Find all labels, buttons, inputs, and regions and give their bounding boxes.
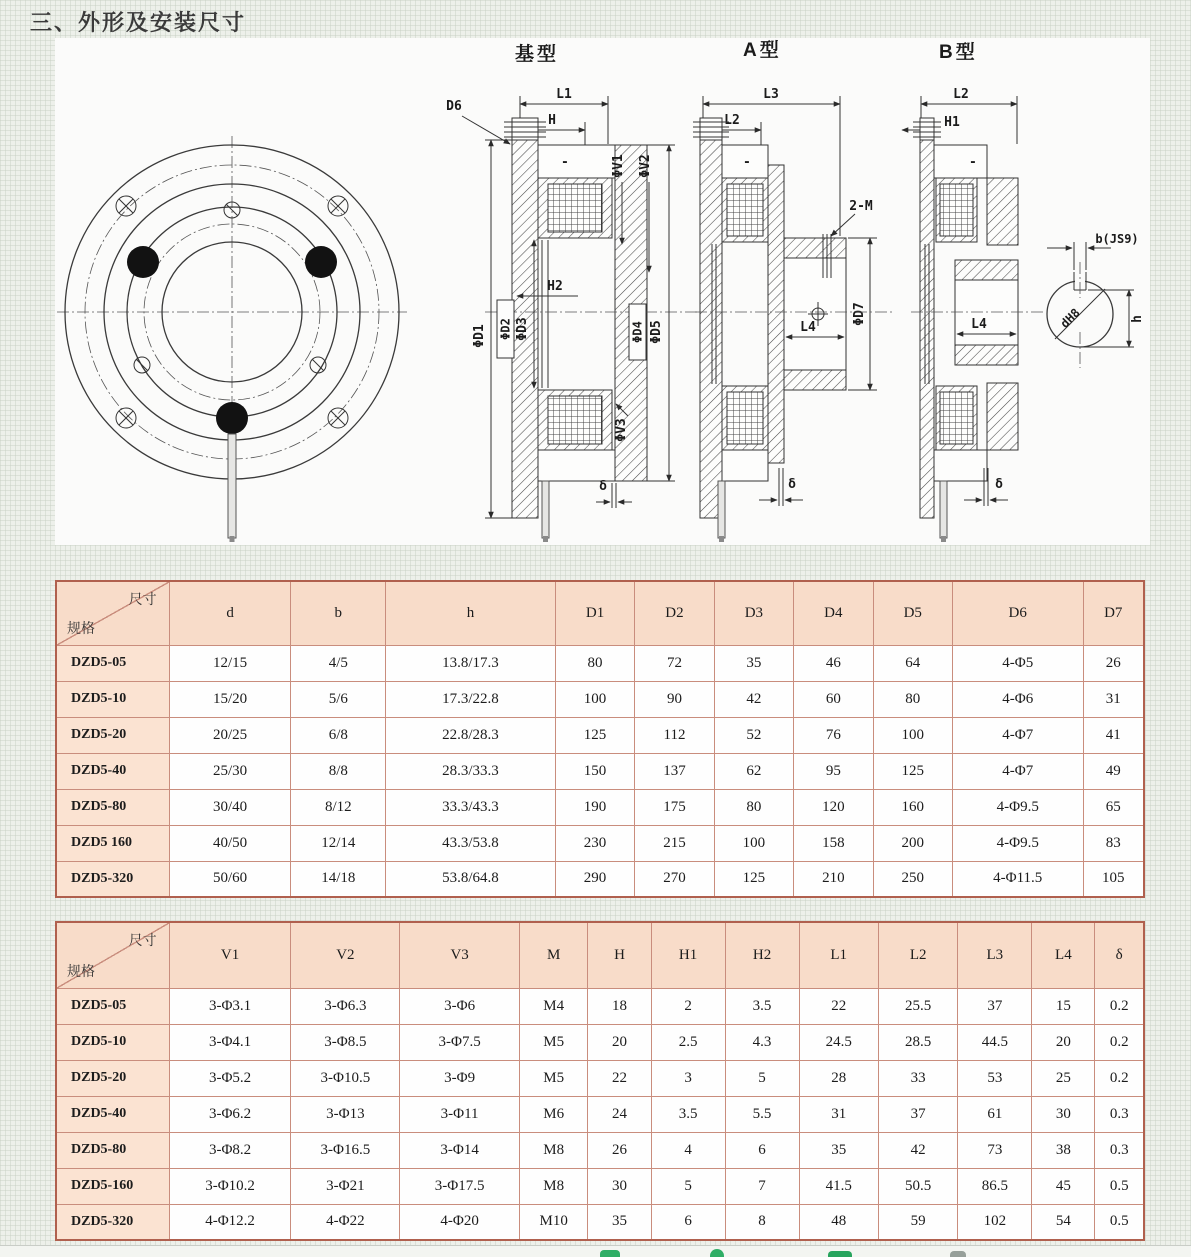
value-cell: 3-Φ4.1 <box>169 1024 291 1060</box>
value-cell: 24 <box>588 1096 651 1132</box>
dim-label-l3: L3 <box>763 87 779 102</box>
value-cell: 80 <box>714 789 793 825</box>
keyway-detail <box>1047 232 1145 368</box>
value-cell: 120 <box>794 789 873 825</box>
corner-cell <box>56 922 169 988</box>
footer-strip <box>0 1245 1191 1257</box>
value-cell: 8/8 <box>291 753 386 789</box>
column-header: H2 <box>725 922 799 988</box>
value-cell: 5.5 <box>725 1096 799 1132</box>
value-cell: 4-Φ7 <box>952 753 1083 789</box>
dim-label-phi-d2: ΦD2 <box>498 318 513 340</box>
value-cell: 48 <box>799 1204 878 1240</box>
value-cell: 215 <box>635 825 714 861</box>
dim-label-l2: L2 <box>953 87 969 102</box>
value-cell: 40/50 <box>169 825 291 861</box>
section-view-b <box>902 40 1045 542</box>
row-label-cell: DZD5-320 <box>56 861 169 897</box>
corner-label-spec: 规格 <box>67 619 95 636</box>
view-label-base: 基型 <box>515 44 560 65</box>
value-cell: 4 <box>651 1132 725 1168</box>
value-cell: 4-Φ11.5 <box>952 861 1083 897</box>
dim-label-delta: δ <box>788 477 796 492</box>
page-title: 三、外形及安装尺寸 <box>30 10 247 35</box>
row-label-cell: DZD5-40 <box>56 753 169 789</box>
value-cell: 158 <box>794 825 873 861</box>
value-cell: 80 <box>873 681 952 717</box>
value-cell: M6 <box>519 1096 588 1132</box>
value-cell: 290 <box>555 861 634 897</box>
column-header: D6 <box>952 581 1083 645</box>
lead-wire <box>940 481 947 542</box>
column-header: L2 <box>878 922 957 988</box>
value-cell: 15 <box>1032 988 1095 1024</box>
section-view-a <box>693 38 893 542</box>
column-header: δ <box>1095 922 1144 988</box>
value-cell: 30 <box>1032 1096 1095 1132</box>
value-cell: 3-Φ21 <box>291 1168 400 1204</box>
value-cell: 0.3 <box>1095 1096 1144 1132</box>
value-cell: 76 <box>794 717 873 753</box>
value-cell: 4/5 <box>291 645 386 681</box>
value-cell: 2.5 <box>651 1024 725 1060</box>
dim-label-h2: H2 <box>547 279 563 294</box>
value-cell: 4-Φ6 <box>952 681 1083 717</box>
dim-label-l1: L1 <box>556 87 572 102</box>
value-cell: 30 <box>588 1168 651 1204</box>
dim-label-phi-d5: ΦD5 <box>649 320 664 344</box>
value-cell: 175 <box>635 789 714 825</box>
column-header: D5 <box>873 581 952 645</box>
lead-wire <box>542 481 549 542</box>
column-header: D2 <box>635 581 714 645</box>
value-cell: 137 <box>635 753 714 789</box>
view-label-b: B型 <box>939 42 978 63</box>
footer-partial-icon <box>710 1249 724 1257</box>
dimensions-table-1-wrap <box>55 580 1145 898</box>
value-cell: 0.3 <box>1095 1132 1144 1168</box>
value-cell: M5 <box>519 1060 588 1096</box>
value-cell: 60 <box>794 681 873 717</box>
row-label-cell: DZD5-20 <box>56 717 169 753</box>
value-cell: 3-Φ11 <box>400 1096 520 1132</box>
value-cell: 65 <box>1083 789 1144 825</box>
dimension-drawing-svg <box>55 38 1150 545</box>
value-cell: 14/18 <box>291 861 386 897</box>
value-cell: 90 <box>635 681 714 717</box>
value-cell: 20 <box>588 1024 651 1060</box>
header-row <box>56 922 1144 988</box>
table-row <box>56 681 1144 717</box>
value-cell: 0.2 <box>1095 1024 1144 1060</box>
column-header: L1 <box>799 922 878 988</box>
value-cell: 59 <box>878 1204 957 1240</box>
value-cell: 125 <box>873 753 952 789</box>
column-header: D4 <box>794 581 873 645</box>
value-cell: 3-Φ16.5 <box>291 1132 400 1168</box>
value-cell: 33 <box>878 1060 957 1096</box>
dim-label-phi-v2: ΦV2 <box>638 154 653 178</box>
dim-label-h-key: h <box>1130 315 1145 323</box>
value-cell: 46 <box>794 645 873 681</box>
column-header: D7 <box>1083 581 1144 645</box>
value-cell: 100 <box>555 681 634 717</box>
value-cell: 160 <box>873 789 952 825</box>
table-row <box>56 717 1144 753</box>
value-cell: 4-Φ9.5 <box>952 789 1083 825</box>
value-cell: 125 <box>714 861 793 897</box>
column-header: H <box>588 922 651 988</box>
surface-mark: - <box>743 155 751 170</box>
row-label-cell: DZD5-40 <box>56 1096 169 1132</box>
value-cell: 5 <box>651 1168 725 1204</box>
value-cell: 0.2 <box>1095 1060 1144 1096</box>
value-cell: 4-Φ5 <box>952 645 1083 681</box>
value-cell: 3-Φ3.1 <box>169 988 291 1024</box>
value-cell: 8/12 <box>291 789 386 825</box>
table-row <box>56 1168 1144 1204</box>
row-label-cell: DZD5-10 <box>56 1024 169 1060</box>
value-cell: 4-Φ12.2 <box>169 1204 291 1240</box>
dim-label-phi-v1: ΦV1 <box>611 154 626 178</box>
value-cell: 95 <box>794 753 873 789</box>
value-cell: 62 <box>714 753 793 789</box>
footer-partial-icon <box>828 1251 852 1257</box>
dim-label-phi-v3: ΦV3 <box>614 418 629 442</box>
dim-label-b-key: b(JS9) <box>1095 232 1139 246</box>
row-label-cell: DZD5-05 <box>56 988 169 1024</box>
value-cell: 0.2 <box>1095 988 1144 1024</box>
value-cell: 35 <box>799 1132 878 1168</box>
value-cell: 4.3 <box>725 1024 799 1060</box>
column-header: V1 <box>169 922 291 988</box>
value-cell: 28.5 <box>878 1024 957 1060</box>
value-cell: 3-Φ8.5 <box>291 1024 400 1060</box>
value-cell: 42 <box>714 681 793 717</box>
value-cell: 7 <box>725 1168 799 1204</box>
value-cell: 73 <box>958 1132 1032 1168</box>
value-cell: 41.5 <box>799 1168 878 1204</box>
value-cell: 200 <box>873 825 952 861</box>
value-cell: 26 <box>588 1132 651 1168</box>
column-header: M <box>519 922 588 988</box>
header-row <box>56 581 1144 645</box>
value-cell: 20 <box>1032 1024 1095 1060</box>
table-row <box>56 645 1144 681</box>
value-cell: 31 <box>799 1096 878 1132</box>
row-label-cell: DZD5-80 <box>56 789 169 825</box>
value-cell: 37 <box>958 988 1032 1024</box>
value-cell: 2 <box>651 988 725 1024</box>
value-cell: 4-Φ9.5 <box>952 825 1083 861</box>
dim-label-phi-d3: ΦD3 <box>515 317 530 341</box>
value-cell: 25.5 <box>878 988 957 1024</box>
value-cell: 3-Φ6.2 <box>169 1096 291 1132</box>
row-label-cell: DZD5-05 <box>56 645 169 681</box>
value-cell: 72 <box>635 645 714 681</box>
value-cell: 26 <box>1083 645 1144 681</box>
column-header: D3 <box>714 581 793 645</box>
value-cell: 5 <box>725 1060 799 1096</box>
row-label-cell: DZD5 160 <box>56 825 169 861</box>
value-cell: 4-Φ22 <box>291 1204 400 1240</box>
value-cell: 41 <box>1083 717 1144 753</box>
value-cell: 17.3/22.8 <box>386 681 556 717</box>
dim-label-d-key: dH8 <box>1057 305 1083 331</box>
value-cell: 53 <box>958 1060 1032 1096</box>
table-row <box>56 753 1144 789</box>
value-cell: 3-Φ6 <box>400 988 520 1024</box>
row-label-cell: DZD5-80 <box>56 1132 169 1168</box>
value-cell: 13.8/17.3 <box>386 645 556 681</box>
value-cell: 210 <box>794 861 873 897</box>
value-cell: 44.5 <box>958 1024 1032 1060</box>
dim-label-2m: 2-M <box>849 199 873 214</box>
value-cell: 31 <box>1083 681 1144 717</box>
column-header: d <box>169 581 291 645</box>
value-cell: 61 <box>958 1096 1032 1132</box>
value-cell: 22 <box>588 1060 651 1096</box>
value-cell: M4 <box>519 988 588 1024</box>
dim-label-delta: δ <box>995 477 1003 492</box>
technical-drawing-panel <box>55 38 1150 545</box>
value-cell: 42 <box>878 1132 957 1168</box>
value-cell: 6 <box>651 1204 725 1240</box>
value-cell: 54 <box>1032 1204 1095 1240</box>
value-cell: 3-Φ9 <box>400 1060 520 1096</box>
value-cell: 35 <box>588 1204 651 1240</box>
value-cell: 80 <box>555 645 634 681</box>
value-cell: 3.5 <box>651 1096 725 1132</box>
dim-label-l2: L2 <box>724 113 740 128</box>
dim-label-delta: δ <box>599 479 607 494</box>
footer-partial-icon <box>950 1251 966 1257</box>
value-cell: 3-Φ14 <box>400 1132 520 1168</box>
row-label-cell: DZD5-20 <box>56 1060 169 1096</box>
value-cell: 30/40 <box>169 789 291 825</box>
value-cell: 37 <box>878 1096 957 1132</box>
value-cell: 25 <box>1032 1060 1095 1096</box>
value-cell: 33.3/43.3 <box>386 789 556 825</box>
value-cell: 250 <box>873 861 952 897</box>
value-cell: 0.5 <box>1095 1204 1144 1240</box>
dim-label-phi-d1: ΦD1 <box>472 324 487 348</box>
corner-label-size: 尺寸 <box>128 932 157 948</box>
dim-label-phi-d4: ΦD4 <box>630 321 645 343</box>
row-label-cell: DZD5-160 <box>56 1168 169 1204</box>
value-cell: 28 <box>799 1060 878 1096</box>
value-cell: 270 <box>635 861 714 897</box>
value-cell: 64 <box>873 645 952 681</box>
row-label-cell: DZD5-320 <box>56 1204 169 1240</box>
table-row <box>56 861 1144 897</box>
row-label-cell: DZD5-10 <box>56 681 169 717</box>
value-cell: 24.5 <box>799 1024 878 1060</box>
column-header: b <box>291 581 386 645</box>
table-row <box>56 1096 1144 1132</box>
value-cell: 4-Φ20 <box>400 1204 520 1240</box>
value-cell: 6/8 <box>291 717 386 753</box>
value-cell: 83 <box>1083 825 1144 861</box>
column-header: H1 <box>651 922 725 988</box>
value-cell: 3-Φ10.5 <box>291 1060 400 1096</box>
value-cell: 125 <box>555 717 634 753</box>
lead-wire <box>228 434 236 542</box>
value-cell: 15/20 <box>169 681 291 717</box>
dim-label-d6: D6 <box>446 99 462 114</box>
value-cell: 49 <box>1083 753 1144 789</box>
value-cell: 43.3/53.8 <box>386 825 556 861</box>
value-cell: 8 <box>725 1204 799 1240</box>
value-cell: M8 <box>519 1168 588 1204</box>
table-row <box>56 988 1144 1024</box>
value-cell: 102 <box>958 1204 1032 1240</box>
value-cell: 6 <box>725 1132 799 1168</box>
view-label-a: A型 <box>743 40 782 61</box>
value-cell: 100 <box>873 717 952 753</box>
value-cell: 190 <box>555 789 634 825</box>
value-cell: 100 <box>714 825 793 861</box>
value-cell: 86.5 <box>958 1168 1032 1204</box>
value-cell: 3-Φ5.2 <box>169 1060 291 1096</box>
column-header: V2 <box>291 922 400 988</box>
value-cell: 3 <box>651 1060 725 1096</box>
surface-mark: - <box>969 155 977 170</box>
value-cell: M8 <box>519 1132 588 1168</box>
value-cell: 3-Φ17.5 <box>400 1168 520 1204</box>
value-cell: 3-Φ10.2 <box>169 1168 291 1204</box>
value-cell: 52 <box>714 717 793 753</box>
value-cell: 12/14 <box>291 825 386 861</box>
value-cell: 20/25 <box>169 717 291 753</box>
value-cell: 0.5 <box>1095 1168 1144 1204</box>
value-cell: 3-Φ7.5 <box>400 1024 520 1060</box>
table-row <box>56 1060 1144 1096</box>
value-cell: 3-Φ6.3 <box>291 988 400 1024</box>
table-row <box>56 789 1144 825</box>
dimensions-table-2-wrap <box>55 921 1145 1241</box>
value-cell: 50/60 <box>169 861 291 897</box>
dim-label-phi-d7: ΦD7 <box>852 302 867 326</box>
table-row <box>56 1024 1144 1060</box>
value-cell: 18 <box>588 988 651 1024</box>
column-header: L3 <box>958 922 1032 988</box>
value-cell: 105 <box>1083 861 1144 897</box>
value-cell: 25/30 <box>169 753 291 789</box>
value-cell: 3.5 <box>725 988 799 1024</box>
value-cell: 53.8/64.8 <box>386 861 556 897</box>
footer-partial-icon <box>600 1250 620 1257</box>
value-cell: 12/15 <box>169 645 291 681</box>
dim-label-h: H <box>548 113 556 128</box>
corner-cell <box>56 581 169 645</box>
value-cell: 5/6 <box>291 681 386 717</box>
table-row <box>56 1132 1144 1168</box>
value-cell: 4-Φ7 <box>952 717 1083 753</box>
value-cell: 22 <box>799 988 878 1024</box>
value-cell: 35 <box>714 645 793 681</box>
table-row <box>56 825 1144 861</box>
column-header: h <box>386 581 556 645</box>
value-cell: 45 <box>1032 1168 1095 1204</box>
value-cell: 22.8/28.3 <box>386 717 556 753</box>
column-header: V3 <box>400 922 520 988</box>
value-cell: 112 <box>635 717 714 753</box>
value-cell: 230 <box>555 825 634 861</box>
dim-label-l4: L4 <box>971 317 987 332</box>
surface-mark: - <box>561 155 569 170</box>
corner-label-size: 尺寸 <box>128 591 157 607</box>
column-header: D1 <box>555 581 634 645</box>
value-cell: 50.5 <box>878 1168 957 1204</box>
table-row <box>56 1204 1144 1240</box>
dimensions-table-2 <box>55 921 1145 1241</box>
lead-wire <box>718 481 725 542</box>
dim-label-l4: L4 <box>800 320 816 335</box>
corner-label-spec: 规格 <box>67 962 95 979</box>
value-cell: 3-Φ13 <box>291 1096 400 1132</box>
dim-label-h1: H1 <box>944 115 960 130</box>
value-cell: 150 <box>555 753 634 789</box>
value-cell: 38 <box>1032 1132 1095 1168</box>
dimensions-table-1 <box>55 580 1145 898</box>
value-cell: 3-Φ8.2 <box>169 1132 291 1168</box>
value-cell: M10 <box>519 1204 588 1240</box>
front-view <box>57 136 407 542</box>
value-cell: 28.3/33.3 <box>386 753 556 789</box>
section-view-base <box>446 42 697 542</box>
value-cell: M5 <box>519 1024 588 1060</box>
column-header: L4 <box>1032 922 1095 988</box>
